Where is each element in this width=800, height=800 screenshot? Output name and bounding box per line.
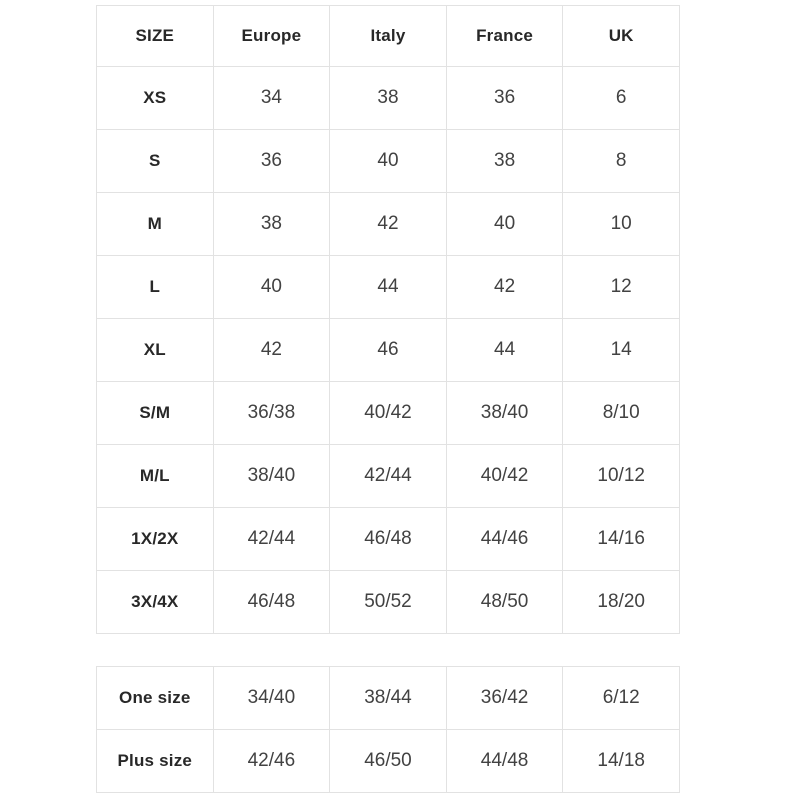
size-label: L bbox=[97, 256, 214, 319]
italy-value: 46/50 bbox=[330, 730, 447, 793]
table-row-m bbox=[97, 193, 680, 256]
italy-value: 42/44 bbox=[330, 445, 447, 508]
uk-value: 18/20 bbox=[563, 571, 680, 634]
uk-value: 10/12 bbox=[563, 445, 680, 508]
size-label: Plus size bbox=[97, 730, 214, 793]
uk-value: 14 bbox=[563, 319, 680, 382]
italy-value: 40/42 bbox=[330, 382, 447, 445]
europe-value: 40 bbox=[213, 256, 330, 319]
uk-value: 6/12 bbox=[563, 667, 680, 730]
table-row-ml bbox=[97, 445, 680, 508]
size-label: 1X/2X bbox=[97, 508, 214, 571]
france-value: 40 bbox=[446, 193, 563, 256]
uk-value: 6 bbox=[563, 67, 680, 130]
size-label: 3X/4X bbox=[97, 571, 214, 634]
france-value: 44/46 bbox=[446, 508, 563, 571]
size-label: XS bbox=[97, 67, 214, 130]
france-value: 42 bbox=[446, 256, 563, 319]
column-header-uk: UK bbox=[563, 6, 680, 67]
uk-value: 12 bbox=[563, 256, 680, 319]
column-header-size: SIZE bbox=[97, 6, 214, 67]
italy-value: 38/44 bbox=[330, 667, 447, 730]
europe-value: 34/40 bbox=[213, 667, 330, 730]
uk-value: 8 bbox=[563, 130, 680, 193]
table-row-l bbox=[97, 256, 680, 319]
uk-value: 8/10 bbox=[563, 382, 680, 445]
size-label: M bbox=[97, 193, 214, 256]
table-row-one-size bbox=[97, 667, 680, 730]
table-row-xs bbox=[97, 67, 680, 130]
europe-value: 38/40 bbox=[213, 445, 330, 508]
france-value: 48/50 bbox=[446, 571, 563, 634]
table-row-plus-size bbox=[97, 730, 680, 793]
italy-value: 50/52 bbox=[330, 571, 447, 634]
italy-value: 44 bbox=[330, 256, 447, 319]
size-label: S/M bbox=[97, 382, 214, 445]
europe-value: 36 bbox=[213, 130, 330, 193]
europe-value: 42/44 bbox=[213, 508, 330, 571]
france-value: 44/48 bbox=[446, 730, 563, 793]
france-value: 36/42 bbox=[446, 667, 563, 730]
special-size-table bbox=[96, 666, 680, 793]
size-label: M/L bbox=[97, 445, 214, 508]
table-header-row bbox=[97, 6, 680, 67]
column-header-france: France bbox=[446, 6, 563, 67]
italy-value: 40 bbox=[330, 130, 447, 193]
europe-value: 34 bbox=[213, 67, 330, 130]
italy-value: 38 bbox=[330, 67, 447, 130]
europe-value: 46/48 bbox=[213, 571, 330, 634]
table-row-1x2x bbox=[97, 508, 680, 571]
size-label: One size bbox=[97, 667, 214, 730]
france-value: 36 bbox=[446, 67, 563, 130]
table-row-s bbox=[97, 130, 680, 193]
uk-value: 14/18 bbox=[563, 730, 680, 793]
table-row-3x4x bbox=[97, 571, 680, 634]
france-value: 40/42 bbox=[446, 445, 563, 508]
europe-value: 42 bbox=[213, 319, 330, 382]
uk-value: 14/16 bbox=[563, 508, 680, 571]
italy-value: 46/48 bbox=[330, 508, 447, 571]
france-value: 38/40 bbox=[446, 382, 563, 445]
italy-value: 46 bbox=[330, 319, 447, 382]
italy-value: 42 bbox=[330, 193, 447, 256]
table-row-sm bbox=[97, 382, 680, 445]
europe-value: 42/46 bbox=[213, 730, 330, 793]
europe-value: 36/38 bbox=[213, 382, 330, 445]
europe-value: 38 bbox=[213, 193, 330, 256]
table-row-xl bbox=[97, 319, 680, 382]
column-header-italy: Italy bbox=[330, 6, 447, 67]
uk-value: 10 bbox=[563, 193, 680, 256]
size-conversion-table bbox=[96, 5, 680, 634]
size-label: S bbox=[97, 130, 214, 193]
column-header-europe: Europe bbox=[213, 6, 330, 67]
france-value: 44 bbox=[446, 319, 563, 382]
france-value: 38 bbox=[446, 130, 563, 193]
size-label: XL bbox=[97, 319, 214, 382]
